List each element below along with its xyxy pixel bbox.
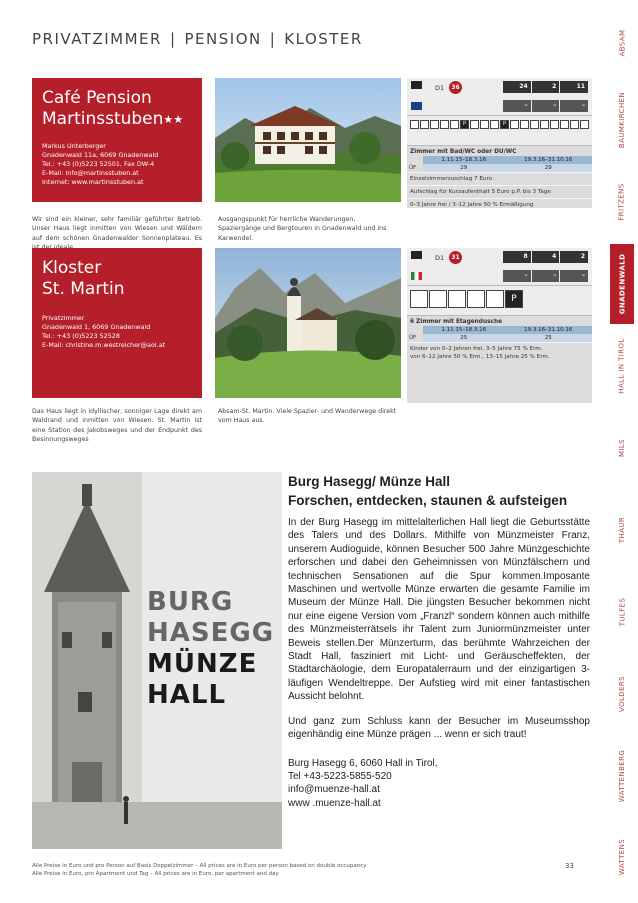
capacity-bar-2: – – –: [502, 100, 588, 112]
price-note: 0–3 Jahre frei / 3–12 Jahre 50 % Ermäßigung: [407, 198, 592, 211]
email-link[interactable]: info@muenze-hall.at: [288, 784, 380, 796]
description-right: Absam-St. Martin. Viele Spazier- und Wanderwege direkt vom Haus aus.: [218, 408, 397, 425]
tab-gnadenwald[interactable]: GNADENWALD: [610, 244, 634, 324]
price-table: 1.11.15–18.3.16 19.3.16–31.10.16 ÜF 29 29: [407, 156, 592, 172]
category-icon: [411, 81, 422, 89]
amenity-icons: [407, 286, 592, 316]
burg-hasegg-logo-text: BURG HASEGG MÜNZE HALL: [147, 587, 275, 710]
description-right: Ausgangspunkt für herrliche Wanderungen, Spaziergänge und Bergtouren in Gnadenwald und ins Karwendel.: [218, 216, 387, 242]
capacity-bar: 8 4 2: [502, 251, 588, 263]
category-icon: [411, 251, 422, 259]
description-left: Das Haus liegt in idyllischer, sonniger Lage direkt am Waldrand und inmitten von Wiesen. St. Martin ist eine Station des Jakobsweges und der Endpunkt des Besinnungsweges: [32, 408, 202, 443]
info-panel-kloster: D1 31 8 4 2 – – – P 6 Zimmer mit Etagendusche 1.11.15–18.3.16 19.3.16–31.10.16 ÜF 25 25 Kinder von 0–2 Jahren frei, 3–5 Jahre 75 % Erm. von 6–12 Jahre 50 % Erm., 13–15 Jahre 25 % Erm.: [407, 248, 592, 403]
house-icon: [410, 290, 428, 308]
room-type: 6 Zimmer mit Etagendusche: [407, 316, 592, 326]
phone-icon: [486, 290, 504, 308]
listing-header-martinsstuben: [32, 78, 202, 202]
tv-icon: [410, 120, 419, 129]
tab-baumkirchen[interactable]: BAUMKIRCHEN: [618, 91, 627, 149]
email-link[interactable]: E-Mail: info@martinsstuben.at: [42, 169, 139, 177]
burg-hasegg-image: [32, 472, 282, 849]
price-note: Aufschlag für Kurzaufenthalt 5 Euro p.P. bis 3 Tage: [407, 185, 592, 198]
tab-wattenberg[interactable]: WATTENBERG: [618, 749, 627, 803]
star-rating: ★★: [163, 113, 184, 126]
tab-absam[interactable]: ABSAM: [618, 29, 626, 57]
sauna-icon: [520, 120, 529, 129]
listing-name: Kloster St. Martin: [42, 258, 125, 299]
tab-hall-in-tirol[interactable]: HALL IN TIROL: [618, 338, 627, 394]
tab-mils[interactable]: MILS: [618, 438, 626, 458]
page-number: 33: [565, 862, 574, 870]
listing-name: Café Pension Martinsstuben★★: [42, 88, 184, 129]
tab-tulfes[interactable]: TULFES: [618, 597, 626, 627]
price-note: Kinder von 0–2 Jahren frei, 3–5 Jahre 75 % Erm. von 6–12 Jahre 50 % Erm., 13–15 Jahre 25 % Erm.: [407, 342, 592, 363]
feature-title: Burg Hasegg/ Münze Hall Forschen, entdecken, staunen & aufsteigen: [288, 474, 568, 508]
parking-icon: P: [505, 290, 523, 308]
car-icon: [470, 120, 479, 129]
bath-icon: [420, 120, 429, 129]
tab-volders[interactable]: VOLDERS: [618, 676, 626, 712]
category-number: 31: [449, 251, 462, 264]
capacity-bar-2: – – –: [502, 270, 588, 282]
website-link[interactable]: www .muenze-hall.at: [288, 797, 381, 809]
phone-icon: [580, 120, 589, 129]
room-type: Zimmer mit Bad/WC oder DU/WC: [407, 146, 592, 156]
terrace-icon: [430, 120, 439, 129]
price-footnote: Alle Preise in Euro und pro Person auf Basis Doppelzimmer – All prices are in Euro per person based on double occupancy Alle Preise in Euro, pro Apartment und Tag – All prices are in Euro, per apartment and day: [32, 863, 367, 877]
page-title: PRIVATZIMMER | PENSION | KLOSTER: [32, 30, 363, 48]
creditcard-icon: [570, 120, 579, 129]
price-table: 1.11.15–18.3.16 19.3.16–31.10.16 ÜF 25 25: [407, 326, 592, 342]
flag-italy-icon: [411, 272, 422, 280]
pet-icon: [480, 120, 489, 129]
hiking-icon: [530, 120, 539, 129]
tab-wattens[interactable]: WATTENS: [618, 838, 626, 876]
info-panel-martinsstuben: D1 36 24 2 11 – – – P P Zimmer mit Bad/WC oder DU/WC 1.11.15–18.3.16 19.3.16–31.10.16 ÜF 29 29 Einzelzimmerzuschlag 7 Euro Aufschlag für Kurzaufenthalt 5 Euro p.P. bis 3 Tage 0–3 Jahre frei / 3–12 Jahre 50 % Ermäßigung: [407, 78, 592, 208]
capacity-bar: 24 2 11: [502, 81, 588, 93]
feature-article: [288, 472, 590, 810]
description-left: Wir sind ein kleiner, sehr familiär geführter Betrieb. Unser Haus liegt inmitten von Wiesen und Wäldern auf dem schönen Gnadenwalder Sonnenplateau. Es: [32, 216, 202, 242]
category-number: 36: [449, 81, 462, 94]
bike-icon: [540, 120, 549, 129]
side-tab-bar: [608, 0, 638, 903]
feature-body: In der Burg Hasegg im mittelalterlichen Hall liegt die Geburtsstätte des Talers und des Dollars. Mithilfe von Münzmeister Franz, unserem Audioguide, können Besucher 500 Jahre Münzgeschichte erforschen und dabei den Geheimnissen von Münzfälschern und technischen Sensationen auf die Spur kommen.Imposante Maschinen und wertvolle Münze erwarten die gesamte Familie im Museum der Münze Hall. Die jüngsten Besucher bekommen nicht nur eine eigene Version vom „Franzl“ sondern können auch mithilfe des Münzmeisterrätsels ihr Talent zum Juniormünzmeister unter Beweis stellen.Der Münzerturm, das berühmte Wahrzeichen der Stadt Hall, fasziniert mit Licht- und Geräuscheffekten, der Stadtarchäologie, dem Europatalerraum und der einzigartigen 3-läufigen Wendeltreppe. Der Aufstieg wird mit einer fantastischen Aussicht belohnt. Und ganz zum Schluss kann der Besucher im Museumsshop eigenhändig eine Münze prägen ... wenn er sich traut!: [288, 517, 590, 741]
price-note: Einzelzimmerzuschlag 7 Euro: [407, 172, 592, 185]
flag-uk-icon: [411, 102, 422, 110]
feature-contact: Burg Hasegg 6, 6060 Hall in Tirol, Tel +43-5223-5855-520 info@muenze-hall.at www .muenze-hall.at: [288, 757, 590, 811]
wifi-icon: [490, 120, 499, 129]
tab-thaur[interactable]: THAUR: [618, 516, 627, 544]
garden-icon: [448, 290, 466, 308]
listing-address: Privatzimmer Gnadenwald 1, 6069 Gnadenwald Tel.: +43 (0)5223 52528 E-Mail: christine.m.westreicher@aol.at: [42, 314, 194, 350]
garage-icon: P: [500, 120, 509, 129]
family-icon: [560, 120, 569, 129]
ski-icon: [550, 120, 559, 129]
restaurant-icon: [440, 120, 449, 129]
garden-icon: [450, 120, 459, 129]
photo-kloster-church: [215, 248, 401, 398]
photo-pension-house: [215, 78, 401, 202]
amenity-icons: [407, 116, 592, 146]
tv-icon: [429, 290, 447, 308]
parking-icon: P: [460, 120, 469, 129]
hiking-icon: [467, 290, 485, 308]
listing-header-kloster: [32, 248, 202, 398]
bed-icon: [510, 120, 519, 129]
website-link[interactable]: Internet: www.martinsstuben.at: [42, 178, 144, 186]
listing-address: Markus Unterberger Gnadenwald 11a, 6069 Gnadenwald Tel.: +43 (0)5223 52501, Fax DW-4 E-Mail: info@martinsstuben.at Internet: www.martinsstuben.at: [42, 142, 194, 187]
email-link[interactable]: E-Mail: christine.m.westreicher@aol.at: [42, 341, 166, 349]
tab-fritzens[interactable]: FRITZENS: [618, 183, 626, 221]
